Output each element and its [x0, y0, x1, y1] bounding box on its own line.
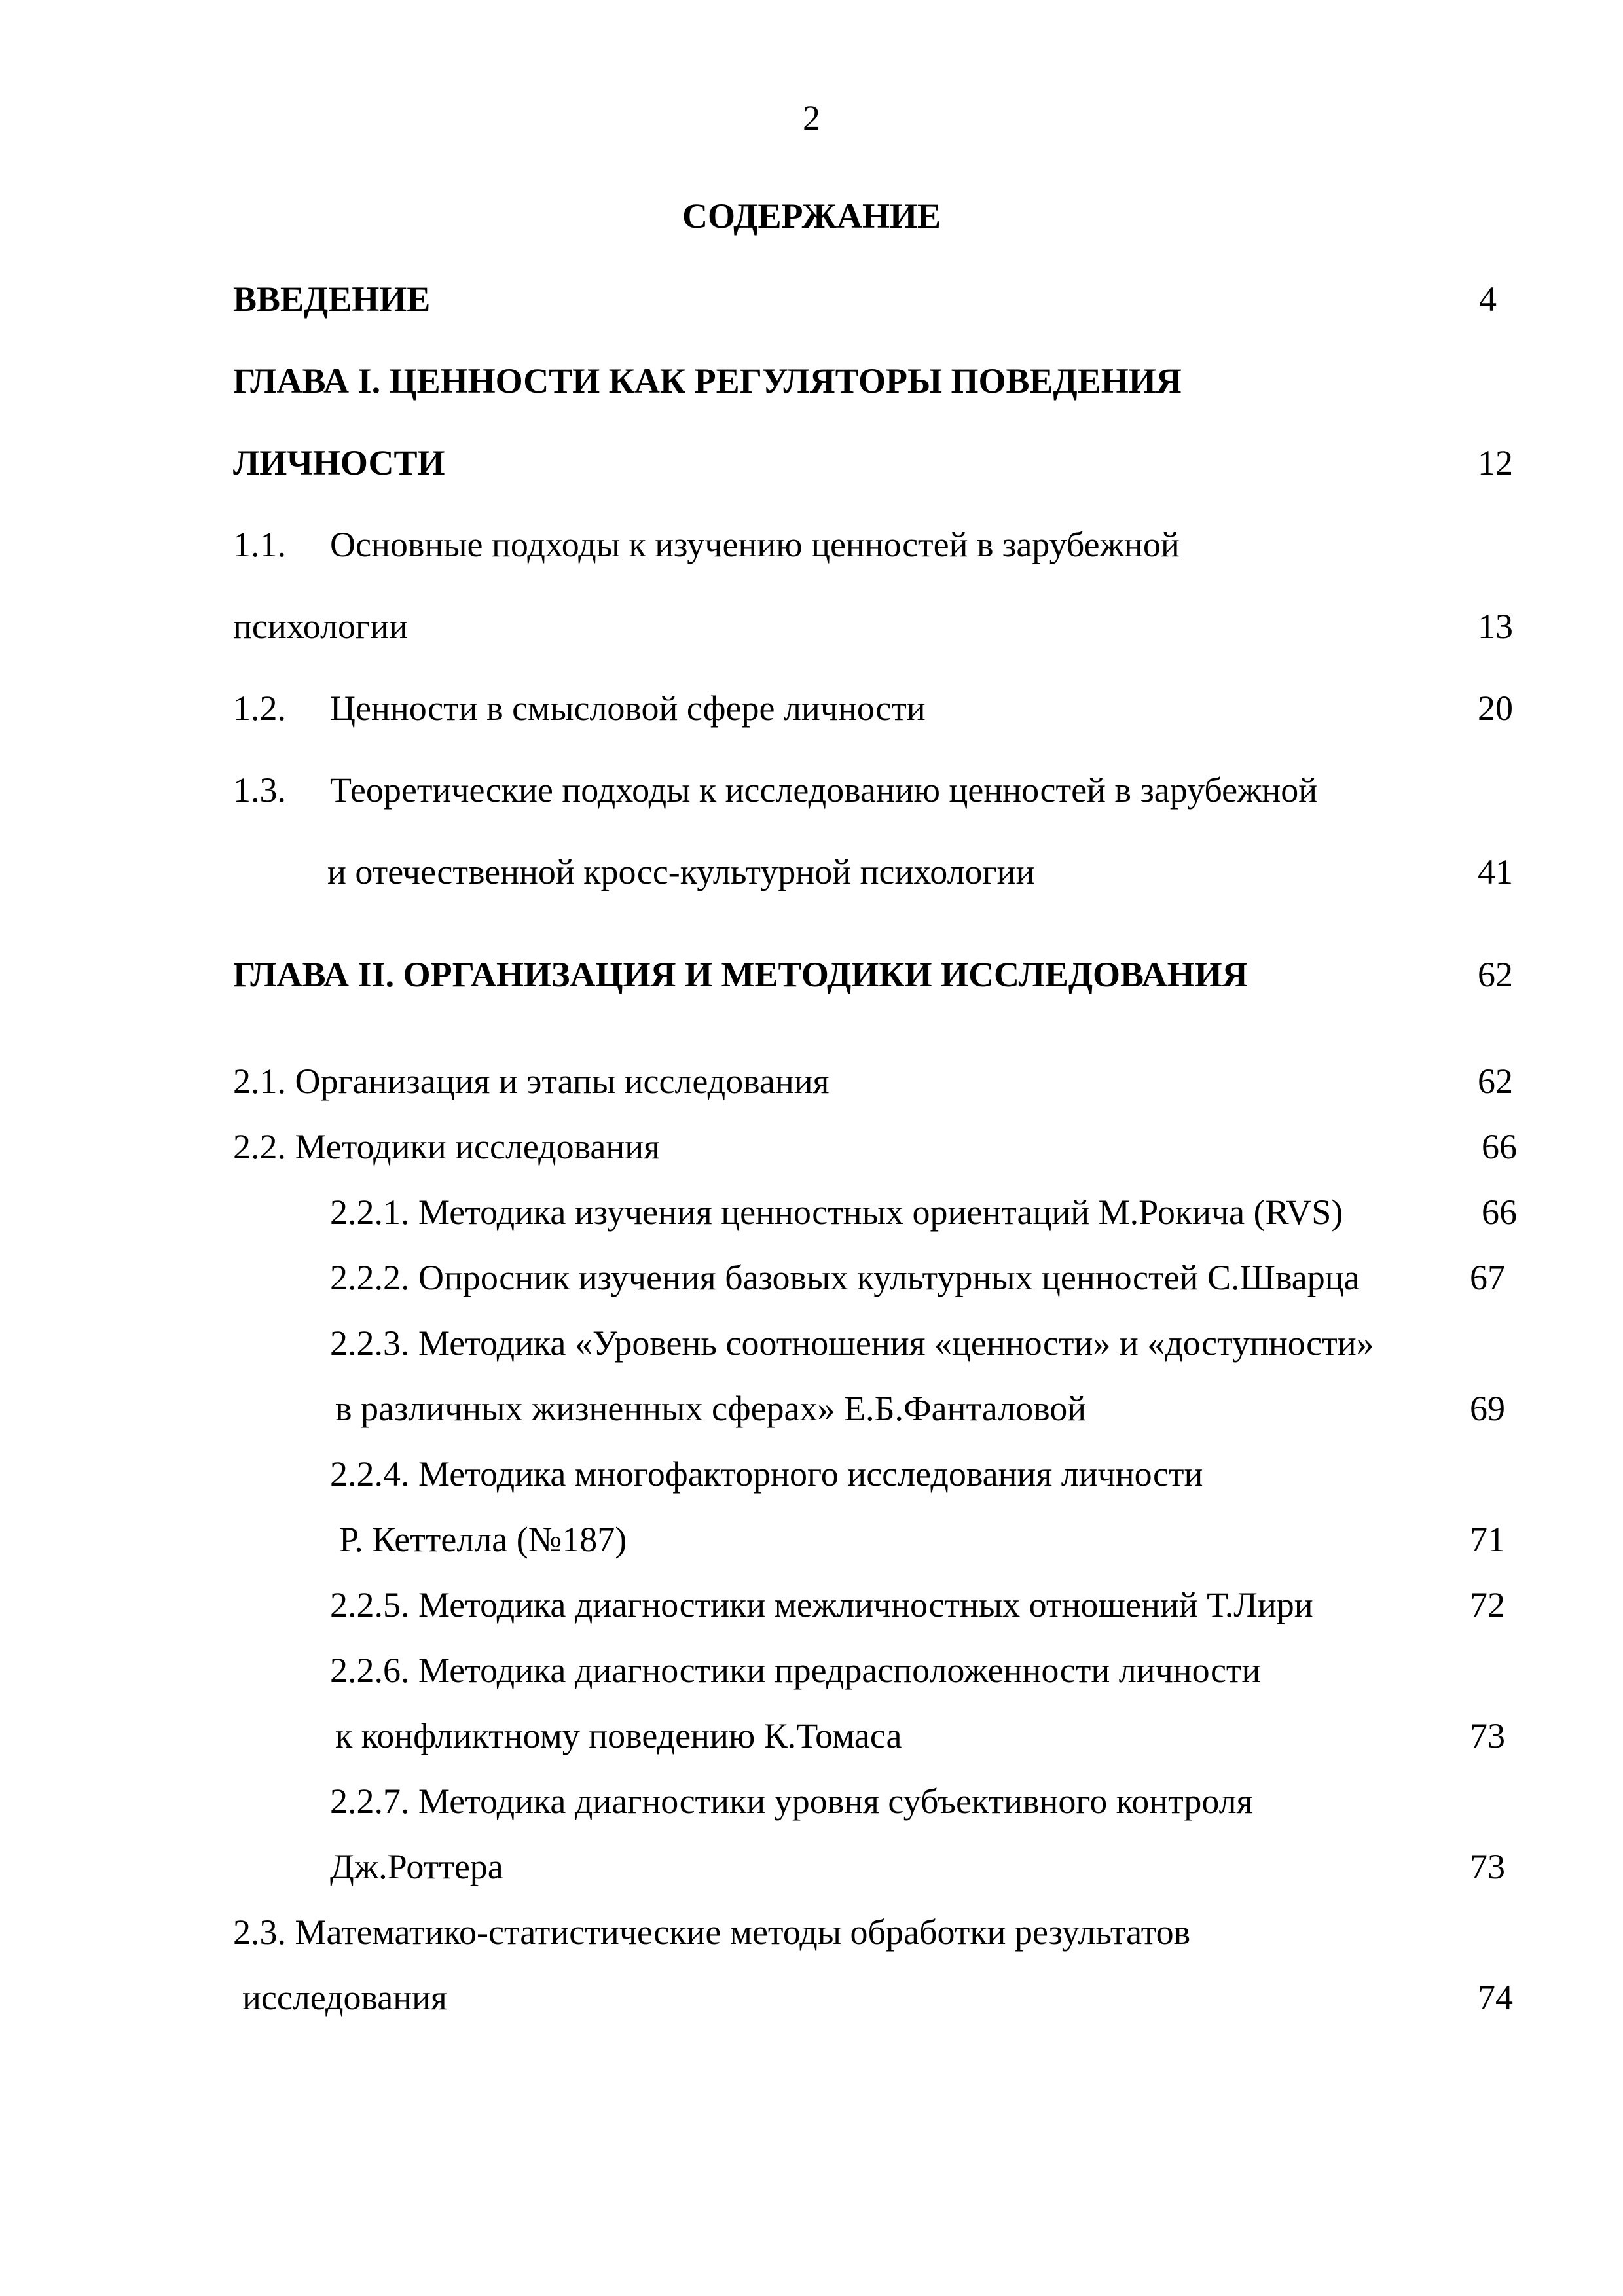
- toc-entry-text-continued: в различных жизненных сферах» Е.Б.Фанталовой: [335, 1389, 1087, 1428]
- toc-entry-text: ВВЕДЕНИЕ: [233, 279, 431, 319]
- toc-page-number: 66: [1482, 1193, 1517, 1232]
- toc-entry-text: 2.2. Методики исследования: [233, 1127, 661, 1166]
- toc-page-number: 62: [1478, 955, 1513, 994]
- toc-entry-text: 2.2.4. Методика многофакторного исследования личности: [330, 1454, 1203, 1494]
- toc-page-number: 66: [1482, 1127, 1517, 1166]
- toc-page-number: 74: [1478, 1978, 1513, 2017]
- toc-title: СОДЕРЖАНИЕ: [682, 196, 941, 236]
- toc-page-number: 69: [1470, 1389, 1505, 1428]
- toc-entry-text: 2.2.1. Методика изучения ценностных ориентаций М.Рокича (RVS): [330, 1193, 1343, 1232]
- toc-entry-text-continued: психологии: [233, 607, 408, 646]
- toc-entry-text: 2.3. Математико-статистические методы обработки результатов: [233, 1912, 1191, 1952]
- toc-entry-text-continued: Р. Кеттелла (№187): [339, 1520, 627, 1559]
- toc-entry-text: Теоретические подходы к исследованию ценностей в зарубежной: [330, 770, 1318, 810]
- page-number: 2: [803, 98, 820, 137]
- toc-entry-text: 2.2.7. Методика диагностики уровня субъективного контроля: [330, 1782, 1253, 1821]
- toc-entry-text: ГЛАВА I. ЦЕННОСТИ КАК РЕГУЛЯТОРЫ ПОВЕДЕНИЯ: [233, 361, 1182, 401]
- toc-entry-text: Основные подходы к изучению ценностей в зарубежной: [330, 525, 1180, 564]
- toc-page-number: 4: [1479, 279, 1497, 319]
- toc-page-number: 13: [1478, 607, 1513, 646]
- toc-page-number: 72: [1470, 1585, 1505, 1624]
- toc-entry-text: 2.2.2. Опросник изучения базовых культурных ценностей С.Шварца: [330, 1258, 1360, 1297]
- toc-entry-text-continued: и отечественной кросс-культурной психологии: [327, 852, 1035, 891]
- toc-section-number: 1.2.: [233, 689, 286, 728]
- toc-page-number: 12: [1478, 443, 1513, 482]
- toc-entry-text: 2.2.6. Методика диагностики предрасположенности личности: [330, 1651, 1261, 1690]
- toc-page-number: 67: [1470, 1258, 1505, 1297]
- toc-entry-text-continued: ЛИЧНОСТИ: [233, 443, 445, 482]
- toc-page-number: 62: [1478, 1062, 1513, 1101]
- toc-page-number: 71: [1470, 1520, 1505, 1559]
- toc-entry-text: Ценности в смысловой сфере личности: [330, 689, 926, 728]
- toc-entry-text: 2.2.3. Методика «Уровень соотношения «ценности» и «доступности»: [330, 1323, 1374, 1363]
- toc-section-number: 1.3.: [233, 770, 286, 810]
- toc-page-number: 73: [1470, 1847, 1505, 1886]
- toc-page-number: 41: [1478, 852, 1513, 891]
- toc-entry-text-continued: к конфликтному поведению К.Томаса: [335, 1716, 902, 1755]
- toc-page-number: 20: [1478, 689, 1513, 728]
- toc-section-number: 1.1.: [233, 525, 286, 564]
- toc-entry-text-continued: Дж.Роттера: [330, 1847, 503, 1886]
- toc-entry-text-continued: исследования: [242, 1978, 447, 2017]
- toc-page-number: 73: [1470, 1716, 1505, 1755]
- toc-entry-text: ГЛАВА II. ОРГАНИЗАЦИЯ И МЕТОДИКИ ИССЛЕДОВАНИЯ: [233, 955, 1248, 994]
- toc-entry-text: 2.2.5. Методика диагностики межличностных отношений Т.Лири: [330, 1585, 1313, 1624]
- toc-entry-text: 2.1. Организация и этапы исследования: [233, 1062, 830, 1101]
